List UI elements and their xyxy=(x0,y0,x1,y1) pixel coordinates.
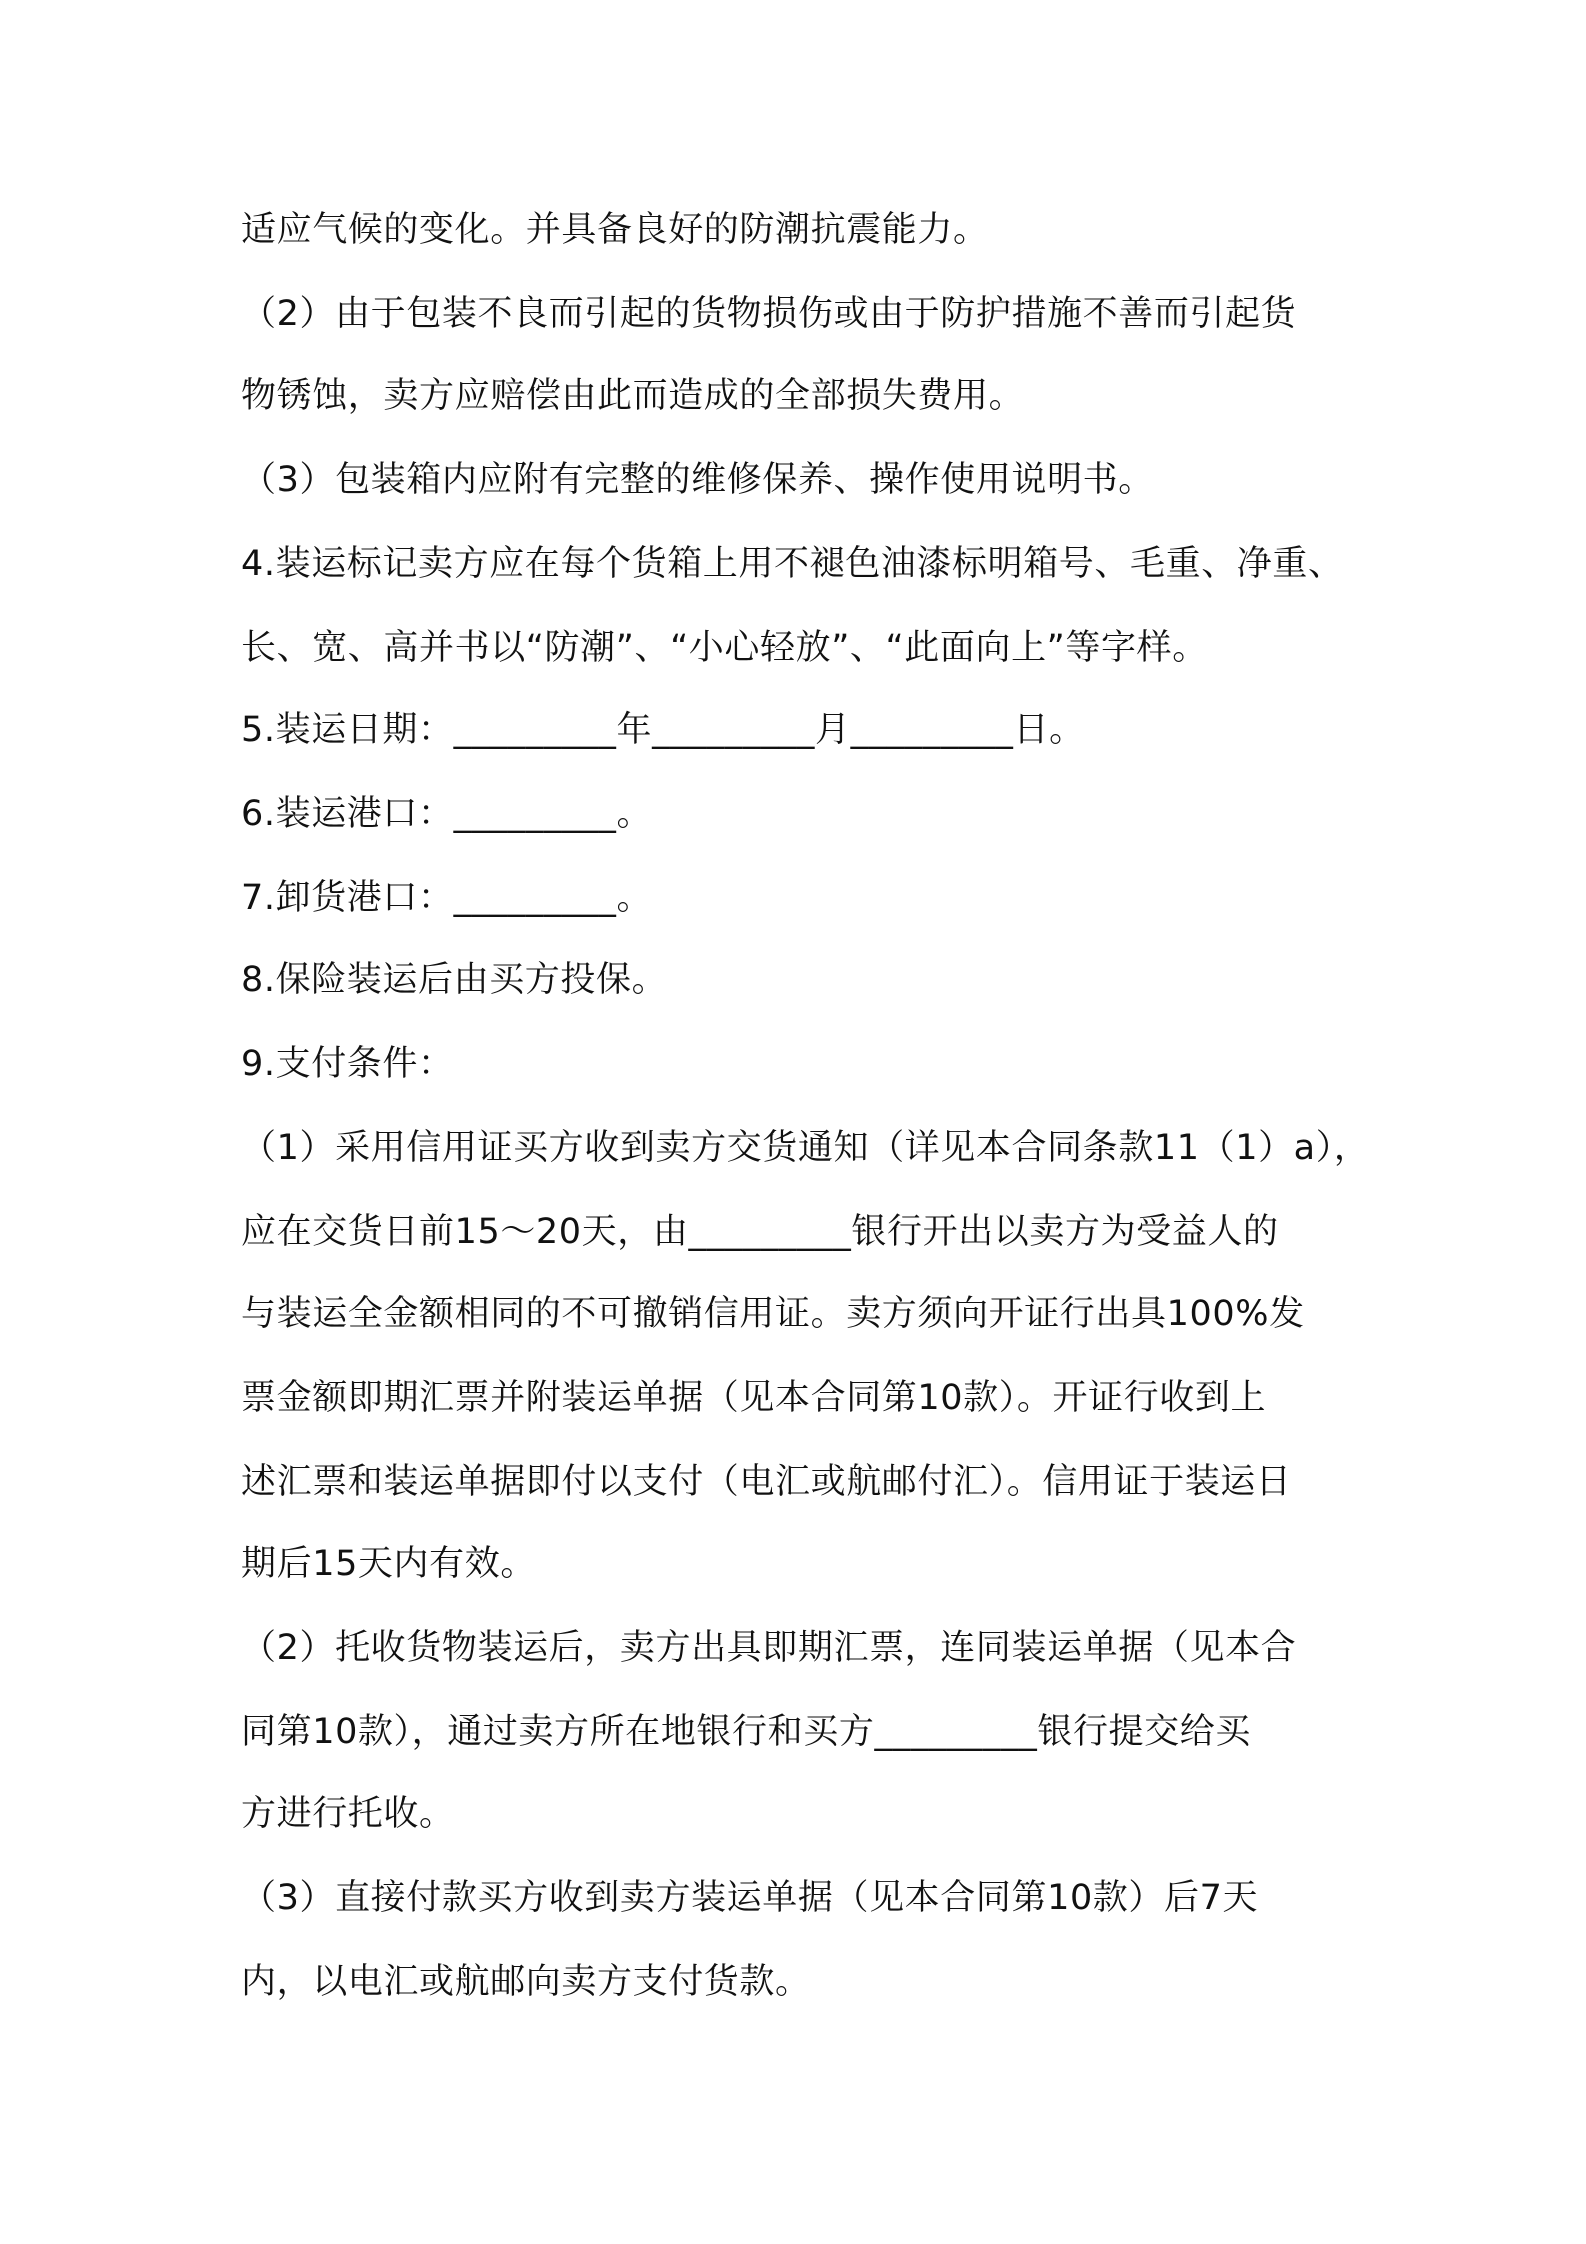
insurance-line: 8.保险装运后由买方投保。 xyxy=(241,960,668,1000)
paragraph-line: 物锈蚀，卖方应赔偿由此而造成的全部损失费用。 xyxy=(241,376,1025,416)
paragraph-line: 适应气候的变化。并具备良好的防潮抗震能力。 xyxy=(241,210,989,250)
paragraph-line: 票金额即期汇票并附装运单据（见本合同第10款）。开证行收到上 xyxy=(241,1378,1267,1418)
shipment-date-line: 5.装运日期：_________年_________月_________日。 xyxy=(241,710,1085,750)
loading-port-line: 6.装运港口：_________。 xyxy=(241,794,653,834)
paragraph-line: 应在交货日前15～20天，由_________银行开出以卖方为受益人的 xyxy=(241,1212,1279,1252)
paragraph-line: （1）采用信用证买方收到卖方交货通知（详见本合同条款11（1）a）， xyxy=(241,1128,1370,1168)
payment-terms-heading: 9.支付条件： xyxy=(241,1044,454,1084)
paragraph-line: 方进行托收。 xyxy=(241,1794,455,1834)
paragraph-line: 长、宽、高并书以“防潮”、“小心轻放”、“此面向上”等字样。 xyxy=(241,628,1208,668)
paragraph-line: （3）直接付款买方收到卖方装运单据（见本合同第10款）后7天 xyxy=(241,1878,1259,1918)
paragraph-line: （2）托收货物装运后，卖方出具即期汇票，连同装运单据（见本合 xyxy=(241,1628,1297,1668)
paragraph-line: 4.装运标记卖方应在每个货箱上用不褪色油漆标明箱号、毛重、净重、 xyxy=(241,544,1344,584)
paragraph-line: 述汇票和装运单据即付以支付（电汇或航邮付汇）。信用证于装运日 xyxy=(241,1462,1292,1502)
paragraph-line: 内，以电汇或航邮向卖方支付货款。 xyxy=(241,1962,811,2002)
discharge-port-line: 7.卸货港口：_________。 xyxy=(241,878,653,918)
paragraph-line: 同第10款），通过卖方所在地银行和买方_________银行提交给买 xyxy=(241,1712,1251,1752)
paragraph-line: 期后15天内有效。 xyxy=(241,1544,536,1584)
paragraph-line: （3）包装箱内应附有完整的维修保养、操作使用说明书。 xyxy=(241,460,1154,500)
paragraph-line: （2）由于包装不良而引起的货物损伤或由于防护措施不善而引起货 xyxy=(241,294,1297,334)
paragraph-line: 与装运全金额相同的不可撤销信用证。卖方须向开证行出具100%发 xyxy=(241,1294,1305,1334)
